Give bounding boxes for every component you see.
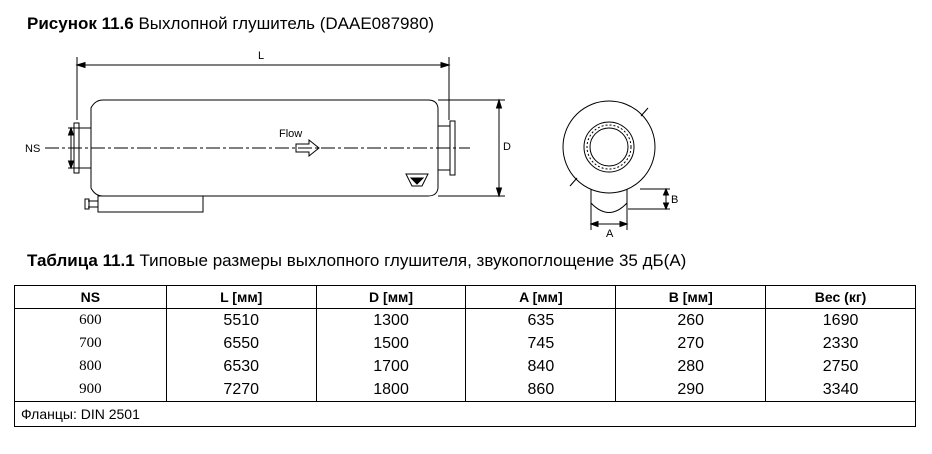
header-d: D [мм]	[316, 286, 466, 309]
b-arrow-top	[664, 189, 669, 195]
header-weight: Вес (кг)	[766, 286, 916, 309]
table-footnote: Фланцы: DIN 2501	[15, 402, 916, 427]
end-view-lug-top	[641, 108, 648, 116]
cell-ns: 600	[15, 309, 167, 333]
table-header-row	[15, 286, 916, 309]
b-label: B	[671, 194, 679, 206]
a-label: A	[606, 228, 614, 240]
d-label: D	[503, 141, 511, 153]
cell-l: 6550	[166, 332, 316, 355]
end-view-body	[563, 101, 655, 193]
cell-ns: 700	[15, 332, 167, 355]
ns-label: NS	[25, 143, 41, 155]
cell-l: 5510	[166, 309, 316, 333]
end-view-flange-inner	[590, 128, 628, 166]
cell-weight: 1690	[766, 309, 916, 333]
a-arrow-right	[620, 222, 627, 227]
l-arrow-right	[441, 63, 449, 68]
l-label: L	[258, 50, 265, 62]
cell-b: 260	[616, 309, 766, 333]
end-view-bolt-circle	[587, 125, 631, 169]
footnote-row	[15, 402, 916, 427]
cell-d: 1300	[316, 309, 466, 333]
l-arrow-left	[77, 63, 85, 68]
header-a: A [мм]	[466, 286, 616, 309]
cell-l: 7270	[166, 378, 316, 402]
figure-title: Выхлопной глушитель (DAAE087980)	[138, 14, 435, 33]
table-number: Таблица 11.1	[27, 251, 135, 270]
cell-a: 860	[466, 378, 616, 402]
ns-arrow-bottom	[69, 161, 74, 168]
table-row	[15, 309, 916, 333]
cell-d: 1800	[316, 378, 466, 402]
end-view-lug-bottom	[570, 178, 577, 186]
cell-weight: 3340	[766, 378, 916, 402]
header-b: B [мм]	[616, 286, 766, 309]
table-row	[15, 332, 916, 355]
cell-weight: 2750	[766, 355, 916, 378]
cell-a: 745	[466, 332, 616, 355]
cell-b: 270	[616, 332, 766, 355]
a-arrow-left	[591, 222, 598, 227]
d-arrow-bottom	[497, 188, 502, 196]
drain-valve-marker	[411, 178, 423, 184]
flow-label: Flow	[279, 128, 303, 140]
drain-pipe	[98, 196, 203, 212]
cell-ns: 800	[15, 355, 167, 378]
end-view-flange-outer	[584, 122, 634, 172]
cell-ns: 900	[15, 378, 167, 402]
table-row	[15, 355, 916, 378]
cell-weight: 2330	[766, 332, 916, 355]
figure-number: Рисунок 11.6	[27, 14, 134, 33]
cell-l: 6530	[166, 355, 316, 378]
cell-b: 280	[616, 355, 766, 378]
table-title: Типовые размеры выхлопного глушителя, звукопоглощение 35 дБ(А)	[139, 251, 687, 270]
cell-a: 635	[466, 309, 616, 333]
table-caption	[27, 251, 686, 271]
dimensions-table	[14, 285, 916, 427]
cell-a: 840	[466, 355, 616, 378]
d-arrow-top	[497, 100, 502, 108]
header-l: L [мм]	[166, 286, 316, 309]
b-arrow-bottom	[664, 203, 669, 209]
cell-d: 1500	[316, 332, 466, 355]
cell-d: 1700	[316, 355, 466, 378]
ns-arrow-top	[69, 128, 74, 135]
cell-b: 290	[616, 378, 766, 402]
table-row	[15, 378, 916, 402]
header-ns: NS	[15, 286, 167, 309]
